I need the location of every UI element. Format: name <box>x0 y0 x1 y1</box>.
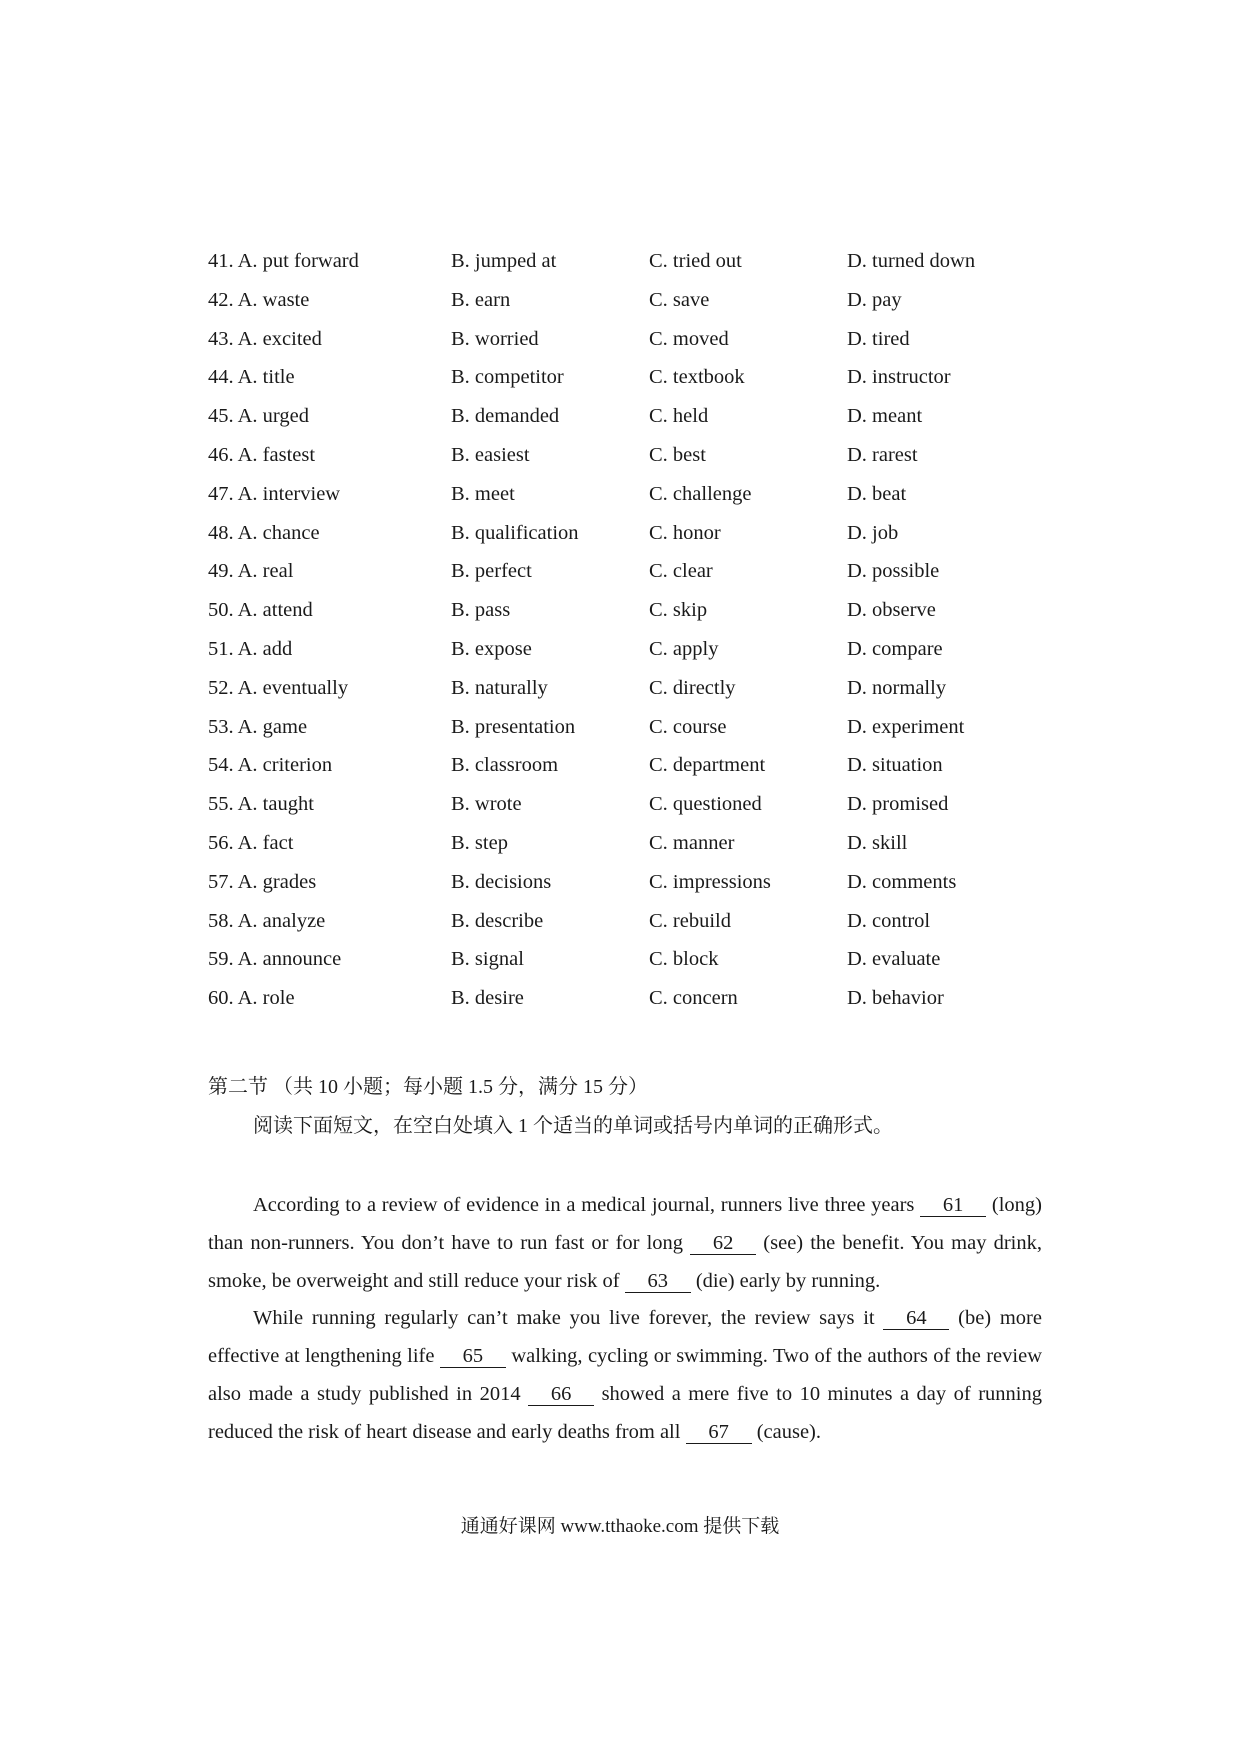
question-number: 53. <box>208 715 234 738</box>
option-d: D. job <box>847 521 899 544</box>
option-a <box>208 399 309 433</box>
option-d: D. experiment <box>847 715 965 738</box>
option-a-text: A. real <box>237 560 294 583</box>
passage-text: showed a mere five to 10 minutes a day of running reduced the risk of heart disease and early deaths from all <box>208 1382 1042 1443</box>
blank-61[interactable]: 61 <box>920 1194 986 1217</box>
option-c: C. challenge <box>649 482 752 505</box>
option-b: B. easiest <box>451 443 530 466</box>
option-b: B. competitor <box>451 366 564 389</box>
option-a <box>208 865 316 899</box>
question-number: 52. <box>208 676 234 699</box>
option-a <box>208 671 348 705</box>
question-number: 41. <box>208 250 234 272</box>
question-row-42 <box>208 283 1028 322</box>
option-b: B. jumped at <box>451 250 557 272</box>
question-row-43 <box>208 322 1028 361</box>
option-a <box>208 942 341 976</box>
option-a-text: A. waste <box>237 288 310 311</box>
question-number: 57. <box>208 870 234 893</box>
option-a-text: A. analyze <box>237 909 326 932</box>
question-row-60 <box>208 981 1028 1020</box>
option-a-text: A. grades <box>237 870 317 893</box>
option-c: C. apply <box>649 637 719 660</box>
option-a <box>208 283 309 317</box>
question-row-47 <box>208 477 1028 516</box>
option-a <box>208 981 295 1015</box>
question-number: 50. <box>208 599 234 622</box>
question-row-45 <box>208 399 1028 438</box>
option-c: C. impressions <box>649 870 771 893</box>
option-a-text: A. criterion <box>237 754 333 777</box>
question-row-44 <box>208 360 1028 399</box>
passage-paragraph-1 <box>208 1187 1042 1300</box>
option-c: C. block <box>649 948 719 971</box>
option-a <box>208 322 322 356</box>
option-c: C. department <box>649 754 766 777</box>
option-a-text: A. game <box>237 715 308 738</box>
passage-text: While running regularly can’t make you live forever, the review says it <box>253 1307 884 1330</box>
option-b: B. qualification <box>451 521 579 544</box>
blank-65[interactable]: 65 <box>440 1345 506 1368</box>
option-d: D. rarest <box>847 443 918 466</box>
option-d: D. possible <box>847 560 940 583</box>
options-list <box>208 244 1028 1020</box>
option-c: C. save <box>649 288 710 311</box>
option-a <box>208 244 359 278</box>
option-a <box>208 477 340 511</box>
passage-text: (cause). <box>751 1420 822 1443</box>
option-d: D. normally <box>847 676 947 699</box>
question-number: 58. <box>208 909 234 932</box>
option-a-text: A. announce <box>237 948 342 971</box>
option-b: B. expose <box>451 637 532 660</box>
option-a-text: A. interview <box>237 482 341 505</box>
question-number: 44. <box>208 366 234 389</box>
question-number: 47. <box>208 482 234 505</box>
option-a-text: A. excited <box>237 327 322 350</box>
option-b: B. meet <box>451 482 515 505</box>
question-number: 56. <box>208 831 234 854</box>
option-c: C. course <box>649 715 727 738</box>
question-row-48 <box>208 516 1028 555</box>
question-row-58 <box>208 904 1028 943</box>
passage-text: According to a review of evidence in a medical journal, runners live three years <box>253 1194 921 1216</box>
question-number: 60. <box>208 987 234 1010</box>
option-a-text: A. attend <box>237 599 313 622</box>
option-a <box>208 826 293 860</box>
question-number: 55. <box>208 793 234 816</box>
option-b: B. describe <box>451 909 544 932</box>
option-b: B. perfect <box>451 560 532 583</box>
option-c: C. manner <box>649 831 735 854</box>
option-b: B. step <box>451 831 508 854</box>
option-a-text: A. add <box>237 637 293 660</box>
option-a <box>208 748 332 782</box>
option-d: D. evaluate <box>847 948 941 971</box>
option-a <box>208 360 295 394</box>
option-b: B. signal <box>451 948 524 971</box>
option-d: D. situation <box>847 754 943 777</box>
question-row-53 <box>208 710 1028 749</box>
blank-62[interactable]: 62 <box>690 1232 756 1255</box>
option-c: C. rebuild <box>649 909 731 932</box>
question-row-55 <box>208 787 1028 826</box>
option-d: D. comments <box>847 870 957 893</box>
option-a <box>208 787 314 821</box>
option-a <box>208 904 325 938</box>
question-number: 49. <box>208 560 234 583</box>
question-row-41 <box>208 244 1028 283</box>
option-a-text: A. fact <box>237 831 294 854</box>
question-number: 51. <box>208 637 234 660</box>
question-row-50 <box>208 593 1028 632</box>
blank-64[interactable]: 64 <box>883 1307 949 1330</box>
question-row-54 <box>208 748 1028 787</box>
option-a <box>208 554 293 588</box>
option-d: D. promised <box>847 793 949 816</box>
option-a-text: A. taught <box>237 793 314 816</box>
option-d: D. compare <box>847 637 943 660</box>
question-number: 48. <box>208 521 234 544</box>
question-row-57 <box>208 865 1028 904</box>
option-b: B. classroom <box>451 754 559 777</box>
section-heading: 第二节 （共 10 小题；每小题 1.5 分，满分 15 分） <box>208 1076 648 1098</box>
passage-text: walking, cycling or swimming. Two of the authors of the review also made a study published in 2014 <box>208 1345 1043 1405</box>
option-a-text: A. eventually <box>237 676 349 699</box>
blank-66[interactable]: 66 <box>528 1383 594 1406</box>
question-row-49 <box>208 554 1028 593</box>
option-a-text: A. put forward <box>237 250 359 272</box>
option-c: C. tried out <box>649 250 742 272</box>
option-b: B. worried <box>451 327 539 350</box>
blank-63[interactable]: 63 <box>625 1270 691 1293</box>
option-c: C. skip <box>649 599 708 622</box>
question-number: 59. <box>208 948 234 971</box>
question-number: 45. <box>208 405 234 428</box>
option-a <box>208 438 315 472</box>
blank-67[interactable]: 67 <box>686 1421 752 1444</box>
option-b: B. pass <box>451 599 511 622</box>
passage-text: (long) than non-runners. You don’t have to run fast or for long <box>208 1194 1042 1254</box>
option-c: C. held <box>649 405 709 428</box>
option-d: D. behavior <box>847 987 944 1010</box>
option-c: C. directly <box>649 676 736 699</box>
option-d: D. observe <box>847 599 936 622</box>
passage-text: (see) the benefit. You may drink, smoke, be overweight and still reduce your risk of <box>208 1231 1042 1292</box>
option-d: D. meant <box>847 405 923 428</box>
question-row-52 <box>208 671 1028 710</box>
option-b: B. wrote <box>451 793 522 816</box>
option-a <box>208 593 313 627</box>
option-c: C. concern <box>649 987 738 1010</box>
option-a-text: A. role <box>237 987 295 1010</box>
option-d: D. turned down <box>847 250 976 272</box>
option-b: B. demanded <box>451 405 560 428</box>
question-number: 43. <box>208 327 234 350</box>
option-a-text: A. fastest <box>237 443 316 466</box>
option-a <box>208 632 292 666</box>
option-b: B. decisions <box>451 870 552 893</box>
option-a <box>208 516 320 550</box>
option-a-text: A. title <box>237 366 295 389</box>
option-c: C. textbook <box>649 366 745 389</box>
option-b: B. presentation <box>451 715 576 738</box>
question-number: 42. <box>208 288 234 311</box>
passage <box>208 1187 1042 1452</box>
option-b: B. earn <box>451 288 511 311</box>
option-c: C. honor <box>649 521 721 544</box>
option-b: B. desire <box>451 987 524 1010</box>
option-d: D. control <box>847 909 931 932</box>
question-number: 54. <box>208 754 234 777</box>
question-number: 46. <box>208 443 234 466</box>
passage-text: (die) early by running. <box>690 1269 881 1292</box>
question-row-56 <box>208 826 1028 865</box>
question-row-51 <box>208 632 1028 671</box>
option-a-text: A. urged <box>237 405 309 428</box>
option-c: C. best <box>649 443 706 466</box>
option-b: B. naturally <box>451 676 548 699</box>
passage-text: (be) more effective at lengthening life <box>208 1307 1042 1368</box>
page-footer: 通通好课网 www.tthaoke.com 提供下载 <box>460 1516 780 1537</box>
question-row-59 <box>208 942 1028 981</box>
passage-paragraph-2 <box>208 1300 1042 1451</box>
option-a <box>208 710 307 744</box>
question-row-46 <box>208 438 1028 477</box>
option-d: D. instructor <box>847 366 951 389</box>
option-c: C. moved <box>649 327 729 350</box>
option-c: C. questioned <box>649 793 762 816</box>
section-instruction: 阅读下面短文，在空白处填入 1 个适当的单词或括号内单词的正确形式。 <box>253 1115 893 1137</box>
option-d: D. pay <box>847 288 902 311</box>
option-c: C. clear <box>649 560 713 583</box>
option-d: D. tired <box>847 327 910 350</box>
option-a-text: A. chance <box>237 521 320 544</box>
option-d: D. skill <box>847 831 908 854</box>
option-d: D. beat <box>847 482 907 505</box>
